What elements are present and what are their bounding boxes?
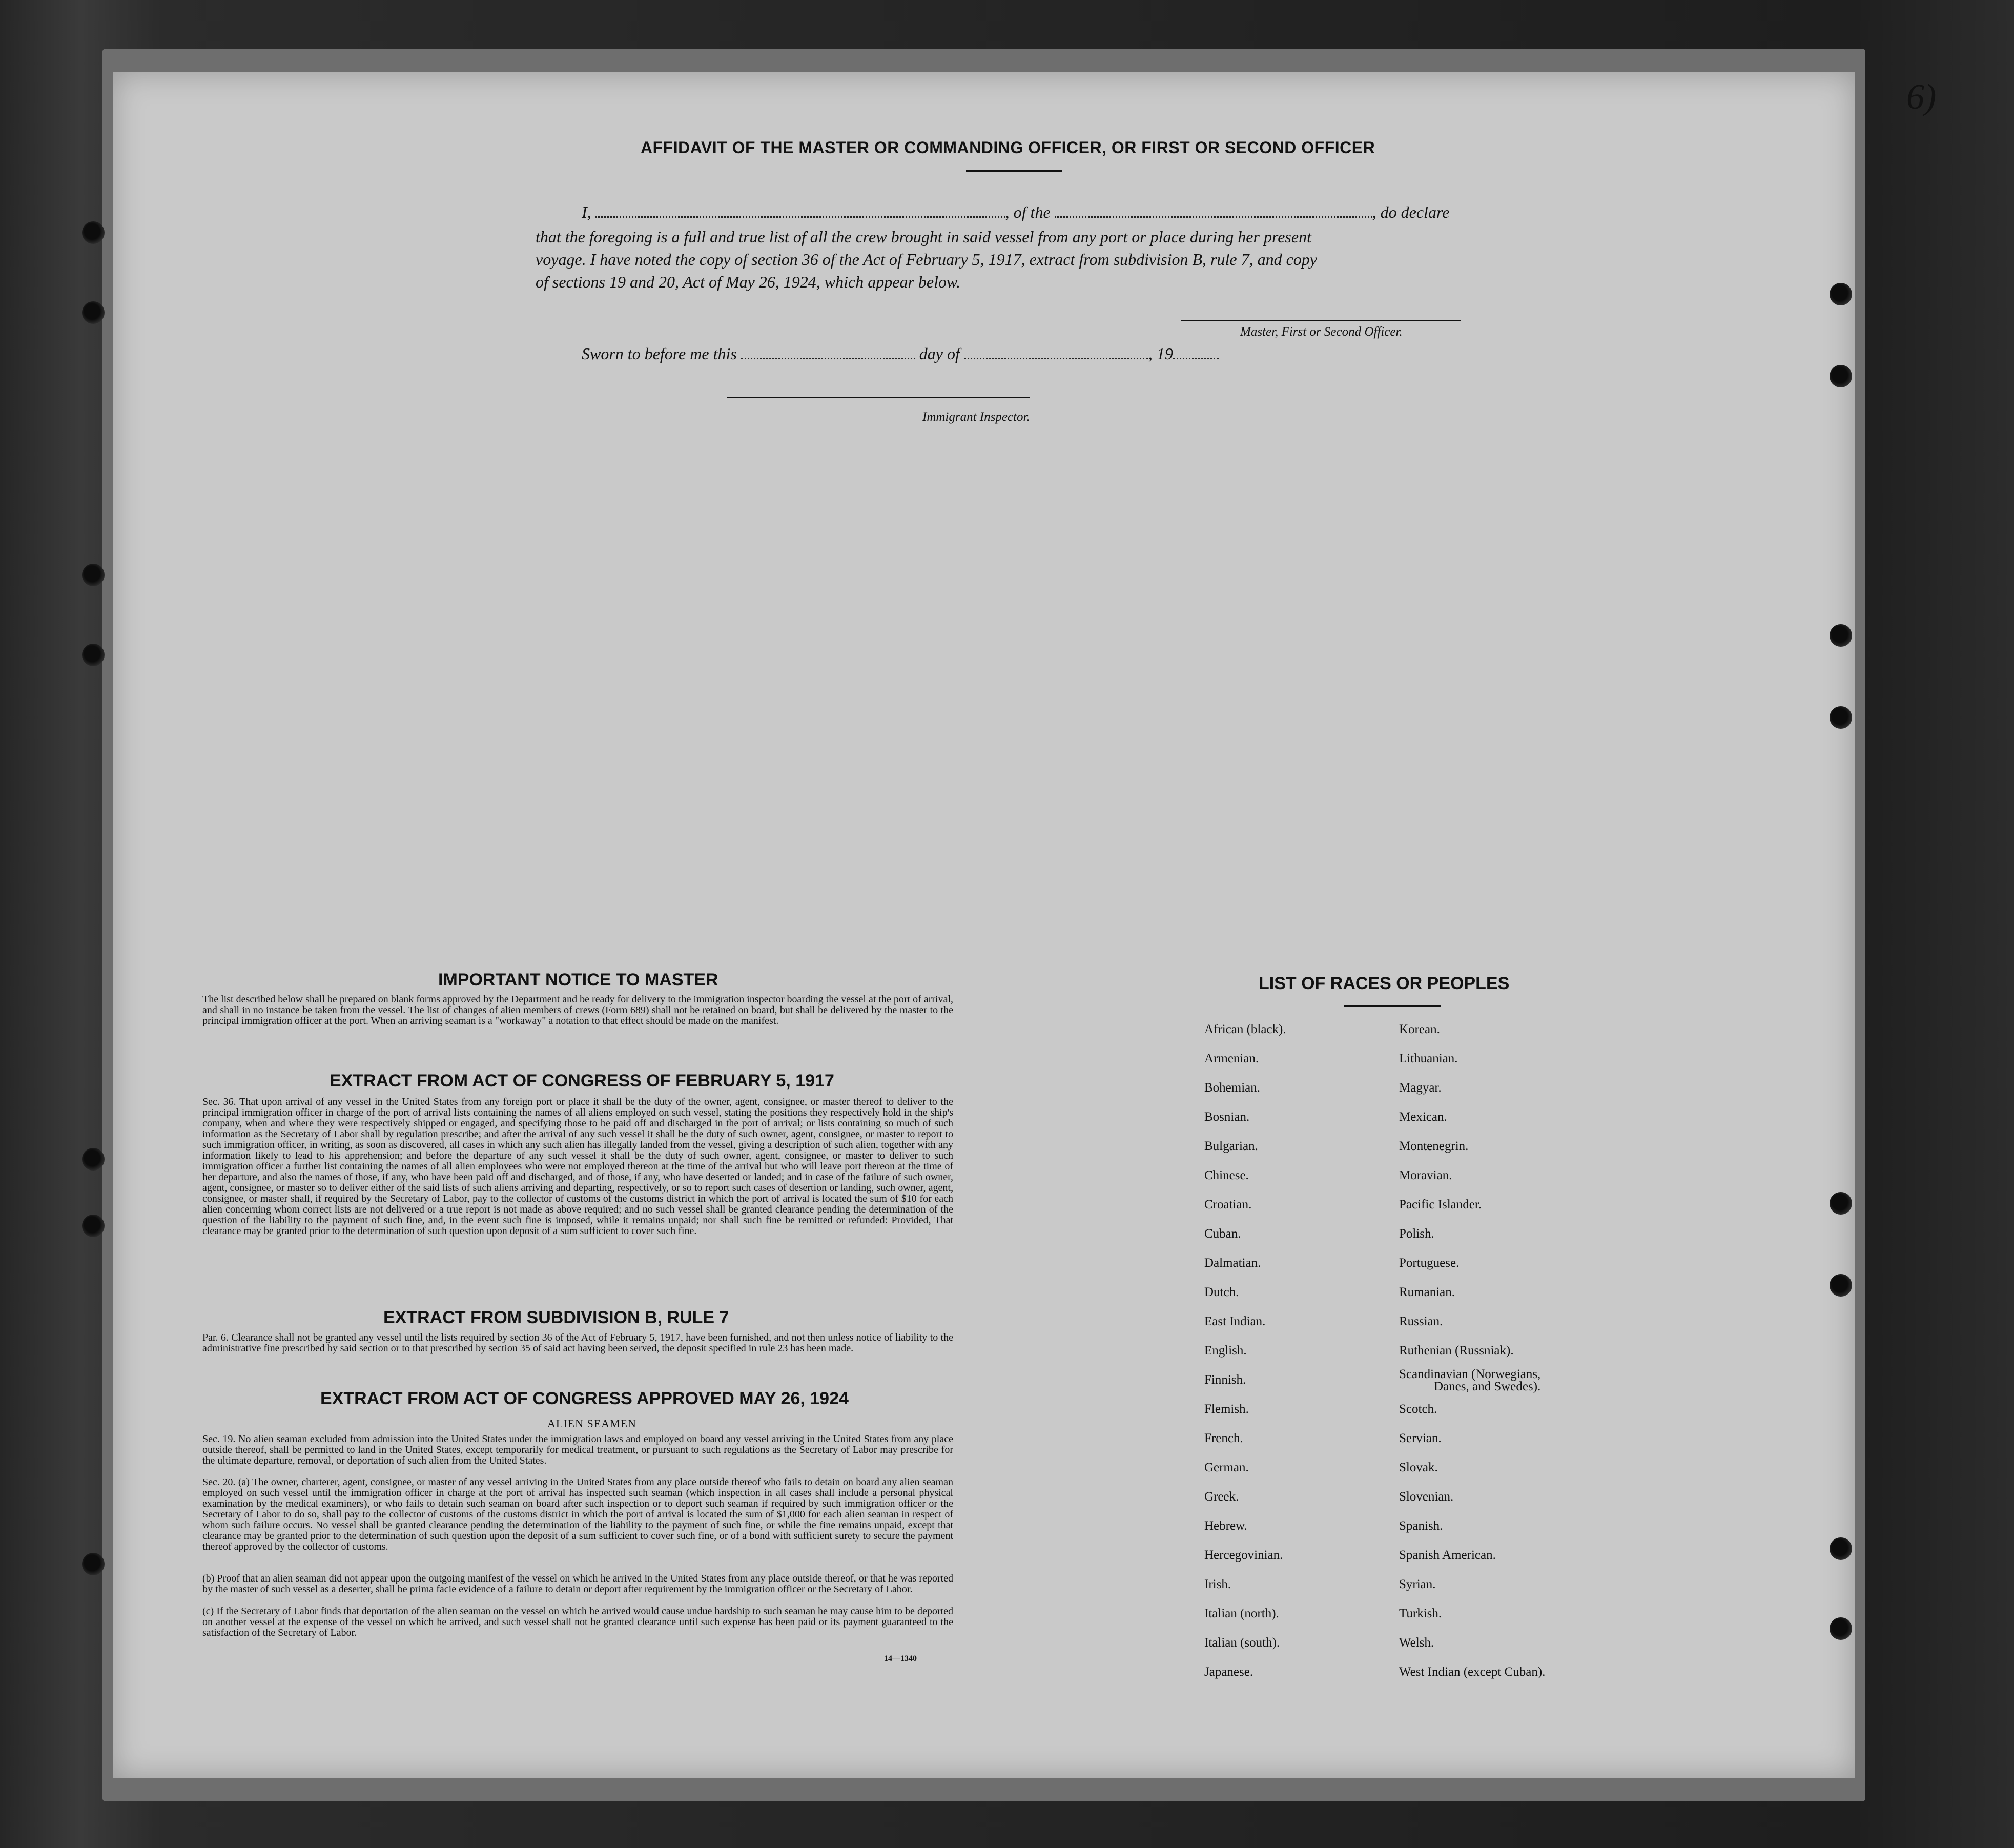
binder-hole-right-5: [1830, 1192, 1852, 1215]
page-number: 6): [1906, 77, 1937, 117]
sec20c-text: (c) If the Secretary of Labor finds that deportation of the alien seaman on the vessel on which he arrived would cause undue hardship to such seaman he may cause him to be deported on another vessel at the expense of the vessel on which he arrived, and such vessel shall not be granted clearance until such expense has been paid or its payment guaranteed to the satisfaction of the Secretary of Labor.: [202, 1606, 953, 1638]
binder-hole-right-4: [1830, 706, 1852, 729]
race-item: Hercegovinian.: [1204, 1548, 1283, 1562]
race-item: Magyar.: [1399, 1081, 1442, 1095]
notice-text: The list described below shall be prepared on blank forms approved by the Department and be ready for delivery to the immigration inspector boarding the vessel at the port of arrival, and shall in no instance be taken from the vessel. The list of changes of alien members of crews (Form 689) shall not be retained on board, but shall be delivered by the master to the principal immigration officer at the port. When an arriving seaman is a "workaway" a notation to that effect should be made on the manifest.: [202, 994, 953, 1026]
race-item: African (black).: [1204, 1022, 1286, 1036]
affidavit-title: AFFIDAVIT OF THE MASTER OR COMMANDING OFFICER, OR FIRST OR SECOND OFFICER: [641, 138, 1375, 157]
race-item: Montenegrin.: [1399, 1139, 1469, 1153]
binder-hole-left-5: [82, 1148, 105, 1171]
binder-hole-left-1: [82, 221, 105, 244]
extract-rule7-title: EXTRACT FROM SUBDIVISION B, RULE 7: [383, 1308, 729, 1327]
races-title-rule: [1344, 1005, 1441, 1007]
sworn-month-field[interactable]: [964, 353, 1148, 359]
affidavit-line-1: [582, 201, 1449, 223]
race-item: Dutch.: [1204, 1285, 1239, 1299]
race-item: Lithuanian.: [1399, 1052, 1458, 1065]
inspector-signature-line: [727, 397, 1030, 398]
sworn-year-prefix: , 19: [1148, 344, 1173, 363]
binder-hole-left-4: [82, 644, 105, 666]
signature-caption: Master, First or Second Officer.: [1240, 325, 1403, 339]
race-item: Scotch.: [1399, 1402, 1437, 1416]
races-title: LIST OF RACES OR PEOPLES: [1259, 974, 1510, 993]
race-item: Dalmatian.: [1204, 1256, 1261, 1270]
sworn-day-of: day of: [919, 344, 960, 363]
binder-hole-right-8: [1830, 1617, 1852, 1640]
sworn-prefix: Sworn to before me this: [582, 344, 737, 363]
race-item: Pacific Islander.: [1399, 1198, 1482, 1212]
sworn-line: [582, 342, 1219, 365]
race-item: Portuguese.: [1399, 1256, 1460, 1270]
binder-hole-left-6: [82, 1215, 105, 1237]
affidavit-line-2: that the foregoing is a full and true list of all the crew brought in said vessel from any port or place during her present: [536, 228, 1311, 246]
notice-title: IMPORTANT NOTICE TO MASTER: [438, 970, 718, 990]
race-item: Flemish.: [1204, 1402, 1249, 1416]
race-item: Chinese.: [1204, 1168, 1249, 1182]
race-item: Croatian.: [1204, 1198, 1252, 1212]
affidavit-line-4: of sections 19 and 20, Act of May 26, 1924, which appear below.: [536, 273, 960, 291]
race-item: Russian.: [1399, 1315, 1443, 1328]
extract-1917-text: Sec. 36. That upon arrival of any vessel in the United States from any foreign port or place it shall be the duty of the owner, agent, consignee, or master thereof to deliver to the principal immigration officer in charge of the port of arrival lists containing the names of all aliens employed on such vessel, stating the positions they respectively hold in the ship's company, when and where they were respectively shipped or engaged, and specifying those to be paid off and discharged in the port of arrival; or lists containing so much of such information as the Secretary of Labor shall by regulation prescribe; and after the arrival of any such vessel it shall be the duty of such owner, agent, consignee, or master to report to such immigration officer, in writing, as soon as discovered, all cases in which any such alien has illegally landed from the vessel, giving a description of such alien, together with any information likely to lead to his apprehension; and before the departure of any such vessel it shall be the duty of such owner, agent, consignee, or master to deliver to such immigration officer a further list containing the names of all alien employees who were not employed thereon at the time of the arrival but who will leave port thereon at the time of her departure, and also the names of those, if any, who have been paid off and discharged, and of those, if any, who have deserted or landed; and in case of the failure of such owner, agent, consignee, or master so to deliver either of the said lists of such aliens arriving and departing, respectively, or so to report such cases of desertion or landing, such owner, agent, consignee, or master shall, if required by the Secretary of Labor, pay to the collector of customs of the customs district in which the port of arrival is located the sum of $10 for each alien concerning whom correct lists are not delivered or a true report is not made as above required; and no such vessel shall be granted clearance pending the determination of the question of the liability to the payment of such fine, and, in the event such fine is imposed, while it remains unpaid; nor shall such fine be remitted or refunded: Provided, That clearance may be granted prior to the determination of such question upon deposit of a sum sufficient to cover such fine.: [202, 1096, 953, 1237]
race-item: Slovenian.: [1399, 1490, 1454, 1504]
race-item: Welsh.: [1399, 1636, 1434, 1650]
race-item: Greek.: [1204, 1490, 1239, 1504]
binder-hole-left-3: [82, 564, 105, 586]
race-item: Spanish.: [1399, 1519, 1443, 1533]
sec19-text: Sec. 19. No alien seaman excluded from admission into the United States under the immigration laws and employed on board any vessel arriving in the United States from any place outside thereof, shall be permitted to land in the United States, except temporarily for medical treatment, or pursuant to such regulations as the Secretary of Labor may prescribe for the ultimate departure, removal, or deportation of such alien from the United States.: [202, 1433, 953, 1466]
race-item: Japanese.: [1204, 1665, 1253, 1679]
race-item: East Indian.: [1204, 1315, 1266, 1328]
race-item: Cuban.: [1204, 1227, 1241, 1241]
race-item: Spanish American.: [1399, 1548, 1496, 1562]
race-item: Finnish.: [1204, 1373, 1246, 1387]
vessel-name-field[interactable]: [1055, 211, 1372, 218]
race-item: Servian.: [1399, 1431, 1442, 1445]
race-item: Irish.: [1204, 1577, 1231, 1591]
signature-line: [1181, 320, 1461, 321]
inspector-caption: Immigrant Inspector.: [922, 410, 1030, 424]
race-item: Syrian.: [1399, 1577, 1436, 1591]
race-item: Rumanian.: [1399, 1285, 1455, 1299]
race-item: Italian (south).: [1204, 1636, 1280, 1650]
race-item: Mexican.: [1399, 1110, 1447, 1124]
sec20a-text: Sec. 20. (a) The owner, charterer, agent, consignee, or master of any vessel arriving in the United States from any place outside thereof who fails to detain on board any alien seaman employed on such vessel until the immigration officer in charge at the port of arrival has inspected such seaman (which inspection in all cases shall include a personal physical examination by the medical examiners), or who fails to detain such seaman on board after such inspection or to deport such seaman if required by such immigration officer or the Secretary of Labor to do so, shall pay to the collector of customs of the customs district in which the port of arrival is located the sum of $1,000 for each alien seaman in respect of whom such failure occurs. No vessel shall be granted clearance pending the determination of the liability to the payment of such fine, or while the fine remains unpaid, except that clearance may be granted prior to the determination of such question upon the deposit of a sum sufficient to cover such fine, or of a bond with sufficient surety to secure the payment thereof approved by the collector of customs.: [202, 1476, 953, 1552]
form-number: 14—1340: [884, 1654, 917, 1663]
binder-hole-left-7: [82, 1553, 105, 1575]
race-item: Scandinavian (Norwegians,: [1399, 1367, 1541, 1381]
race-item: Bohemian.: [1204, 1081, 1261, 1095]
binder-hole-left-2: [82, 301, 105, 324]
binder-hole-right-6: [1830, 1274, 1852, 1297]
sec20b-text: (b) Proof that an alien seaman did not appear upon the outgoing manifest of the vessel on which he arrived in the United States from any place outside thereof, or that he was reported by the master of such vessel as a deserter, shall be prima facie evidence of a failure to detain or deport after requirement by the immigration officer or the Secretary of Labor.: [202, 1573, 953, 1595]
binder-hole-right-7: [1830, 1537, 1852, 1560]
race-item: Slovak.: [1399, 1461, 1438, 1474]
race-item: Italian (north).: [1204, 1607, 1279, 1620]
extract-rule7-text: Par. 6. Clearance shall not be granted any vessel until the lists required by section 36 of the Act of February 5, 1917, have been furnished, and not then unless notice of liability to the administrative fine prescribed by said section or to that prescribed by section 35 of said act having been served, the deposit specified in rule 23 has been made.: [202, 1332, 953, 1354]
race-item-continuation: Danes, and Swedes).: [1434, 1380, 1541, 1393]
binder-hole-right-3: [1830, 624, 1852, 647]
vessel-prefix: , of the: [1005, 203, 1051, 221]
declarant-prefix: I,: [582, 203, 591, 221]
race-item: Armenian.: [1204, 1052, 1259, 1065]
race-item: French.: [1204, 1431, 1243, 1445]
race-item: English.: [1204, 1344, 1247, 1358]
affidavit-line-3: voyage. I have noted the copy of section 36 of the Act of February 5, 1917, extract from subdivision B, rule 7, and copy: [536, 250, 1317, 269]
declarant-name-field[interactable]: [595, 211, 1005, 218]
race-item: Ruthenian (Russniak).: [1399, 1344, 1514, 1358]
title-rule: [966, 170, 1062, 172]
extract-1924-title: EXTRACT FROM ACT OF CONGRESS APPROVED MAY 26, 1924: [320, 1389, 849, 1408]
race-item: Bulgarian.: [1204, 1139, 1258, 1153]
binder-hole-right-1: [1830, 283, 1852, 305]
race-item: Moravian.: [1399, 1168, 1452, 1182]
binder-hole-right-2: [1830, 365, 1852, 387]
race-item: Hebrew.: [1204, 1519, 1247, 1533]
race-item: Turkish.: [1399, 1607, 1442, 1620]
race-item: Polish.: [1399, 1227, 1434, 1241]
sworn-year-field[interactable]: [1173, 353, 1219, 359]
race-item: West Indian (except Cuban).: [1399, 1665, 1546, 1679]
race-item: Bosnian.: [1204, 1110, 1250, 1124]
alien-seamen-subtitle: ALIEN SEAMEN: [547, 1417, 636, 1430]
race-item: Korean.: [1399, 1022, 1440, 1036]
sworn-day-field[interactable]: [741, 353, 915, 359]
declare-text: , do declare: [1372, 203, 1450, 221]
extract-1917-title: EXTRACT FROM ACT OF CONGRESS OF FEBRUARY 5, 1917: [330, 1071, 834, 1091]
race-item: German.: [1204, 1461, 1249, 1474]
